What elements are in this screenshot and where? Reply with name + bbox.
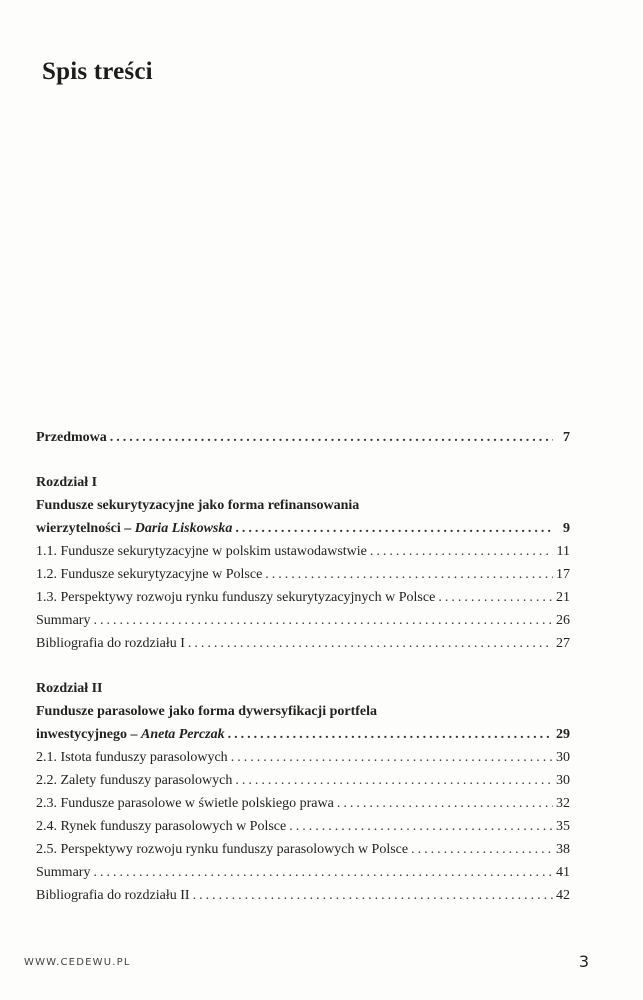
chapter-author: Aneta Perczak (141, 727, 225, 742)
dot-leader (370, 540, 553, 563)
toc-entry-page: 17 (556, 567, 570, 582)
toc-entry-label: 2.4. Rynek funduszy parasolowych w Polsce (36, 819, 287, 834)
dot-leader (235, 769, 553, 792)
toc-entry-page: 32 (556, 796, 570, 811)
toc-entry[interactable] (36, 586, 570, 609)
toc-entry-label: 2.3. Fundusze parasolowe w świetle polskiego prawa (36, 796, 334, 811)
toc-entry-label: Przedmowa (36, 430, 107, 445)
dot-leader (289, 815, 553, 838)
chapter-author: Daria Liskowska (134, 521, 233, 536)
toc-entry-page: 35 (556, 819, 570, 834)
toc-entry-label: 2.2. Zalety funduszy parasolowych (36, 773, 233, 788)
dot-leader (411, 838, 553, 861)
toc-entry-page: 27 (556, 636, 570, 651)
toc-entry[interactable] (36, 815, 570, 838)
page-title: Spis treści (42, 58, 153, 85)
toc-entry[interactable] (36, 540, 570, 563)
toc-entry-page: 30 (556, 750, 570, 765)
toc-entry-page: 21 (556, 590, 570, 605)
chapter-title: Fundusze sekurytyzacyjne jako forma refinansowania (36, 498, 360, 513)
toc-entry[interactable] (36, 792, 570, 815)
dot-leader (93, 861, 553, 884)
chapter-title: Fundusze parasolowe jako forma dywersyfikacji portfela (36, 704, 378, 719)
toc-entry-label: wierzytelności – Daria Liskowska (36, 521, 233, 536)
chapter-number: Rozdział II (36, 681, 103, 696)
toc-entry-page: 42 (556, 888, 570, 903)
toc-entry-label: inwestycyjnego – Aneta Perczak (36, 727, 225, 742)
toc-entry-label: 2.5. Perspektywy rozwoju rynku funduszy parasolowych w Polsce (36, 842, 409, 857)
toc-entry[interactable] (36, 838, 570, 861)
toc-entry-chapter[interactable] (36, 723, 570, 746)
toc-entry-page: 41 (556, 865, 570, 880)
dot-leader (228, 723, 553, 746)
toc-entry-label: 1.3. Perspektywy rozwoju rynku funduszy sekurytyzacyjnych w Polsce (36, 590, 436, 605)
dot-leader (110, 426, 553, 449)
toc-entry-label: 1.1. Fundusze sekurytyzacyjne w polskim ustawodawstwie (36, 544, 367, 559)
dot-leader (93, 609, 553, 632)
dot-leader (193, 884, 553, 907)
dot-leader (265, 563, 553, 586)
toc-entry-page: 38 (556, 842, 570, 857)
toc-entry[interactable] (36, 861, 570, 884)
table-of-contents (36, 426, 570, 907)
toc-entry[interactable] (36, 746, 570, 769)
chapter-number: Rozdział I (36, 475, 98, 490)
dot-leader (235, 517, 553, 540)
dot-leader (337, 792, 553, 815)
toc-entry-page: 29 (556, 727, 570, 742)
toc-entry-page: 9 (563, 521, 570, 536)
dot-leader (438, 586, 553, 609)
toc-entry-label: 2.1. Istota funduszy parasolowych (36, 750, 228, 765)
toc-entry[interactable] (36, 769, 570, 792)
dot-leader (231, 746, 553, 769)
dot-leader (188, 632, 553, 655)
page-number: 3 (578, 952, 589, 971)
toc-entry-page: 26 (556, 613, 570, 628)
toc-entry-chapter[interactable] (36, 517, 570, 540)
toc-entry-label: Bibliografia do rozdziału II (36, 888, 190, 903)
toc-entry-preface[interactable] (36, 426, 570, 449)
toc-entry-page: 30 (556, 773, 570, 788)
publisher-url: WWW.CEDEWU.PL (24, 957, 131, 968)
toc-entry[interactable] (36, 884, 570, 907)
toc-entry-label: Summary (36, 865, 91, 880)
toc-entry-page: 11 (556, 544, 570, 559)
toc-entry[interactable] (36, 563, 570, 586)
toc-entry[interactable] (36, 632, 570, 655)
toc-entry-page: 7 (563, 430, 570, 445)
toc-entry[interactable] (36, 609, 570, 632)
toc-entry-label: Summary (36, 613, 91, 628)
toc-entry-label: Bibliografia do rozdziału I (36, 636, 185, 651)
toc-entry-label: 1.2. Fundusze sekurytyzacyjne w Polsce (36, 567, 263, 582)
